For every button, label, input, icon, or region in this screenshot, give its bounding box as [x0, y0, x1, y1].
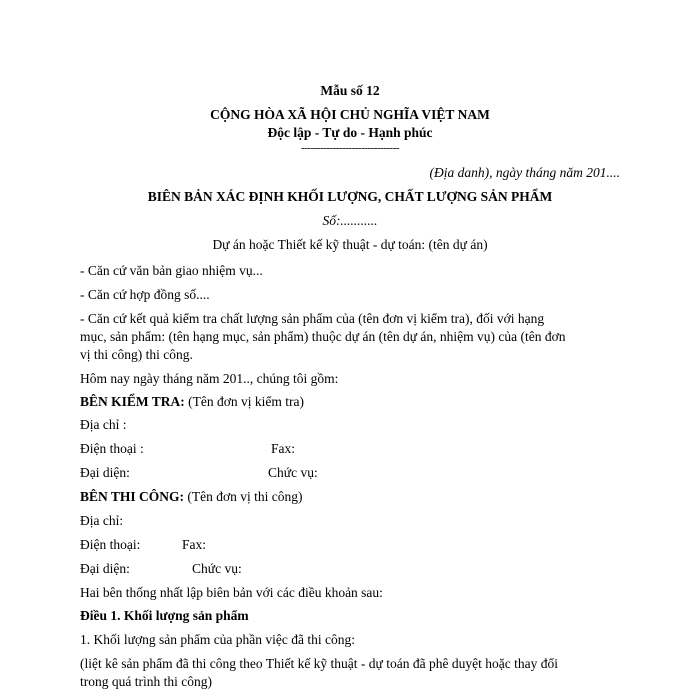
country-name: CỘNG HÒA XÃ HỘI CHỦ NGHĨA VIỆT NAM [210, 107, 490, 122]
inspector-rep: Đại diện: [80, 465, 130, 480]
form-number: Mẫu số 12 [320, 83, 380, 98]
inspector-fax: Fax: [271, 441, 296, 456]
contractor-rep: Đại diện: [80, 561, 130, 576]
article1-item1: 1. Khối lượng sản phẩm của phần việc đã thi công: [80, 632, 356, 647]
document-number: Số:........... [322, 213, 378, 228]
inspector-name: (Tên đơn vị kiểm tra) [184, 394, 304, 409]
inspector-heading [80, 393, 304, 411]
basis-contract: - Căn cứ hợp đồng số.... [80, 287, 210, 302]
basis-assignment: - Căn cứ văn bản giao nhiệm vụ... [80, 263, 263, 278]
contractor-fax: Fax: [182, 537, 207, 552]
inspector-label: BÊN KIỂM TRA: [80, 394, 185, 409]
basis-inspection-line3: vị thi công) thi công. [80, 347, 193, 362]
contractor-name: (Tên đơn vị thi công) [184, 489, 303, 504]
contractor-address: Địa chỉ: [80, 513, 124, 528]
today-line: Hôm nay ngày tháng năm 201.., chúng tôi gồm: [80, 371, 339, 386]
basis-inspection-line2: mục, sản phẩm: (tên hạng mục, sản phẩm) thuộc dự án (tên dự án, nhiệm vụ) của (tên đơn [80, 329, 566, 344]
inspector-phone: Điện thoại : [80, 441, 144, 456]
motto: Độc lập - Tự do - Hạnh phúc [267, 125, 433, 140]
contractor-heading [80, 488, 303, 506]
article1-title: Điều 1. Khối lượng sản phẩm [80, 608, 249, 623]
contractor-phone: Điện thoại: [80, 537, 141, 552]
divider: ------------------------------- [300, 142, 400, 154]
contractor-label: BÊN THI CÔNG: [80, 489, 185, 504]
project-line: Dự án hoặc Thiết kế kỹ thuật - dự toán: (tên dự án) [212, 237, 488, 252]
place-date: (Địa danh), ngày tháng năm 201.... [429, 165, 620, 180]
article1-note-line2: trong quá trình thi công) [80, 674, 212, 689]
basis-inspection-line1: - Căn cứ kết quả kiểm tra chất lượng sản phẩm của (tên đơn vị kiểm tra), đối với hạng [80, 311, 545, 326]
document-title: BIÊN BẢN XÁC ĐỊNH KHỐI LƯỢNG, CHẤT LƯỢNG SẢN PHẨM [147, 189, 553, 204]
inspector-address: Địa chỉ : [80, 417, 127, 432]
agreement-line: Hai bên thống nhất lập biên bản với các điều khoản sau: [80, 585, 383, 600]
contractor-position: Chức vụ: [192, 561, 242, 576]
article1-note-line1: (liệt kê sản phẩm đã thi công theo Thiết kế kỹ thuật - dự toán đã phê duyệt hoặc thay đổi [80, 656, 558, 671]
inspector-position: Chức vụ: [268, 465, 318, 480]
